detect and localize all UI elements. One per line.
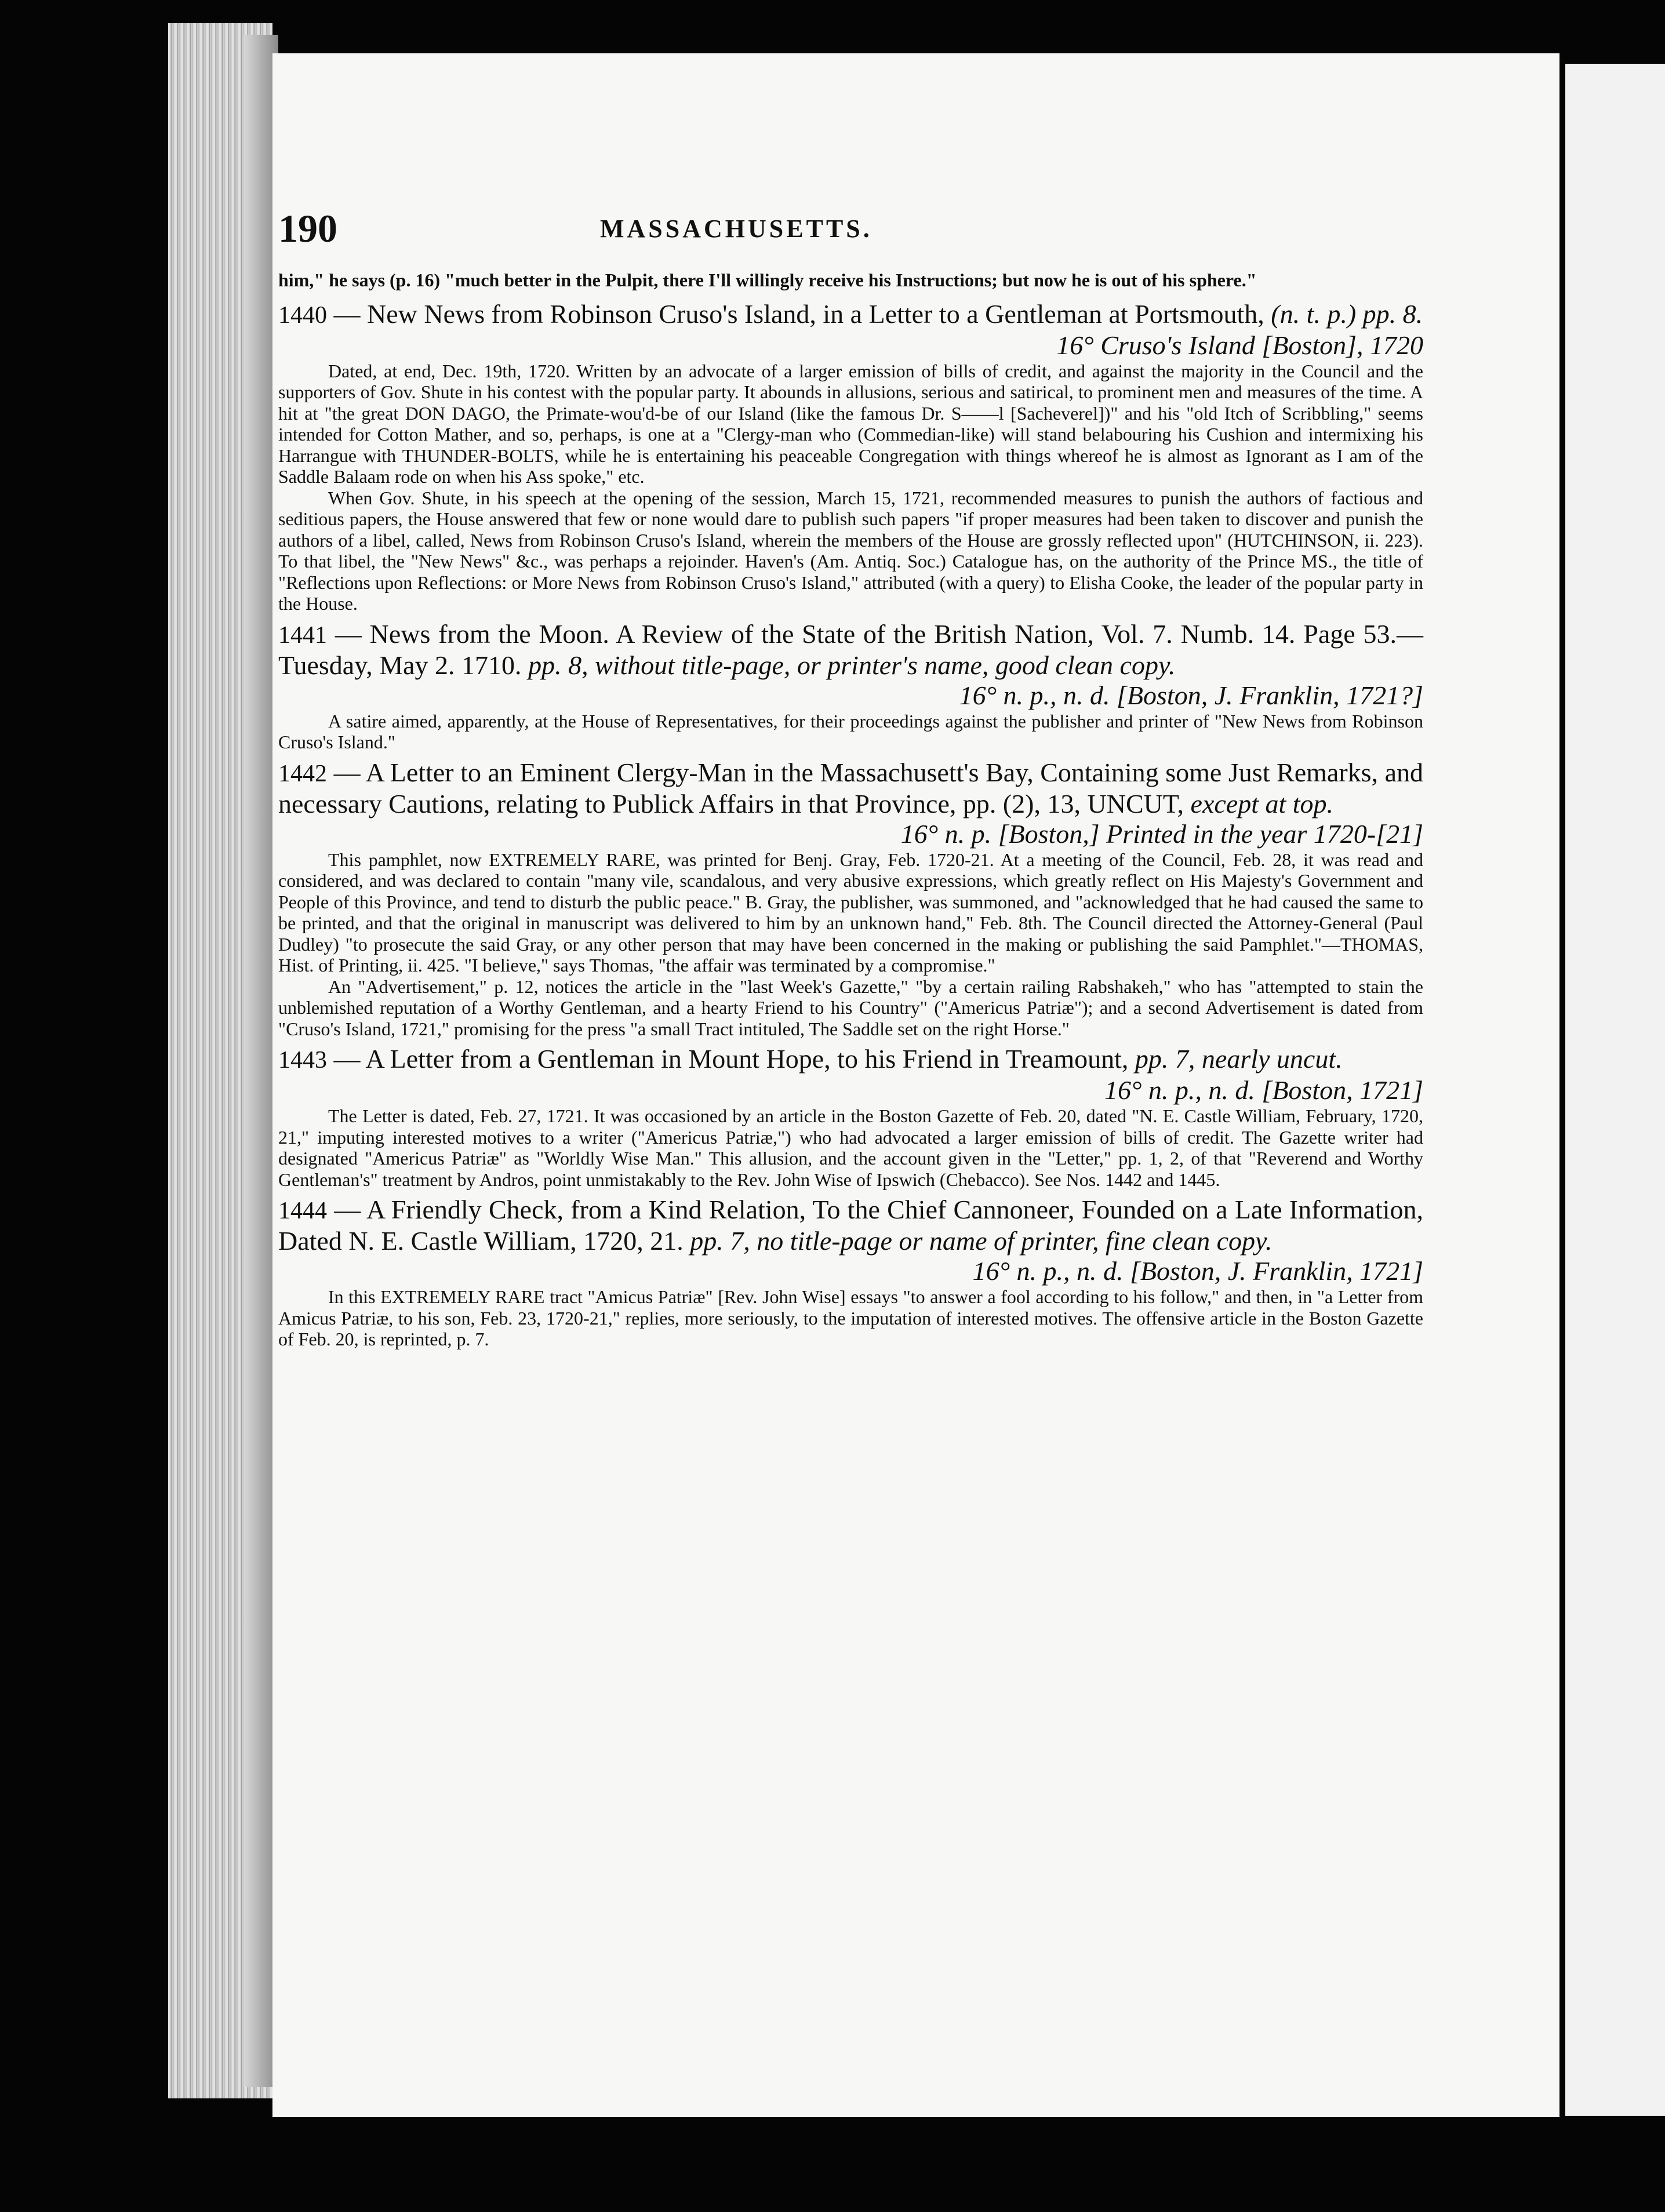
- entry-collation: (n. t. p.) pp. 8.: [1271, 299, 1423, 329]
- entry-title: — New News from Robinson Cruso's Island, in a Letter to a Gentleman at Portsmouth,: [333, 299, 1264, 329]
- entry-note: When Gov. Shute, in his speech at the opening of the session, March 15, 1721, recommended measures to punish the authors of factious and seditious papers, the House answered that few or none would dare to publish such papers "if proper measures had been taken to discover and punish the authors of a libel, called, News from Robinson Cruso's Island, wherein the members of the House are grossly reflected upon" (HUTCHINSON, ii. 223). To that libel, the "New News" &c., was perhaps a rejoinder. Haven's (Am. Antiq. Soc.) Catalogue has, on the authority of the Prince MS., the title of "Reflections upon Reflections: or More News from Robinson Cruso's Island," attributed (with a query) to Elisha Cooke, the leader of the popular party in the House.: [278, 487, 1423, 614]
- entry-note: In this EXTREMELY RARE tract "Amicus Patriæ" [Rev. John Wise] essays "to answer a fool according to his follow," and then, in "a Letter from Amicus Patriæ, to his son, Feb. 23, 1720-21," replies, more seriously, to the imputation of interested motives. The offensive article in the Boston Gazette of Feb. 20, is reprinted, p. 7.: [278, 1286, 1423, 1349]
- page-number: 190: [278, 206, 337, 250]
- running-head: [278, 206, 1423, 270]
- entry-note: An "Advertisement," p. 12, notices the article in the "last Week's Gazette," "by a certain railing Rabshakeh," who has "attempted to stain the unblemished reputation of a Worthy Gentleman, and a hearty Friend to his Country" ("Americus Patriæ"); and a second Advertisement is dated from "Cruso's Island, 1721," promising for the press "a small Tract intituled, The Saddle set on the right Horse.": [278, 976, 1423, 1039]
- entry-note: This pamphlet, now EXTREMELY RARE, was printed for Benj. Gray, Feb. 1720-21. At a meeting of the Council, Feb. 28, it was read and considered, and was declared to contain "many vile, scandalous, and very abusive expressions, which greatly reflect on His Majesty's Government and People of this Province, and tend to disturb the public peace." B. Gray, the publisher, was summoned, and "acknowledged that he had caused the same to be printed, and that the original in manuscript was delivered to him by an unknown hand," Feb. 8th. The Council directed the Attorney-General (Paul Dudley) "to prosecute the said Gray, or any other person that may have been concerned in the making or publishing the said Pamphlet."—THOMAS, Hist. of Printing, ii. 425. "I believe," says Thomas, "the affair was terminated by a compromise.": [278, 849, 1423, 976]
- page-content: [278, 206, 1423, 1350]
- entry-imprint: 16° n. p., n. d. [Boston, J. Franklin, 1721?]: [959, 680, 1423, 710]
- entry-number: 1444: [278, 1198, 327, 1224]
- entry-heading: [278, 758, 1423, 819]
- entry-note: The Letter is dated, Feb. 27, 1721. It was occasioned by an article in the Boston Gazette of Feb. 20, dated "N. E. Castle William, February, 1720, 21," imputing interested motives to a writer ("Americus Patriæ,") who had advocated a larger emission of bills of credit. The Gazette writer had designated "Americus Patriæ" as "Worldly Wise Man." This allusion, and the account given in the "Letter," pp. 1, 2, of that "Reverend and Worthy Gentleman's" treatment by Andros, point unmistakably to the Rev. John Wise of Ipswich (Chebacco). See Nos. 1442 and 1445.: [278, 1105, 1423, 1190]
- entry-collation: pp. 8, without title-page, or printer's name, good clean copy.: [528, 650, 1176, 680]
- catalogue-entry: [278, 1044, 1423, 1190]
- entry-heading: [278, 1044, 1423, 1075]
- entry-imprint: 16° n. p., n. d. [Boston, 1721]: [1104, 1075, 1423, 1105]
- catalogue-entry: [278, 299, 1423, 614]
- entry-title: — A Friendly Check, from a Kind Relation, To the Chief Cannoneer, Founded on a Late Information, Dated N. E. Castle William, 1720, 21.: [278, 1195, 1424, 1256]
- entry-title: — A Letter from a Gentleman in Mount Hope, to his Friend in Treamount,: [333, 1044, 1129, 1074]
- entry-title: — A Letter to an Eminent Clergy-Man in the Massachusett's Bay, Containing some Just Remarks, and necessary Cautions, relating to Publick Affairs in that Province, pp. (2), 13, UNCUT,: [278, 757, 1424, 818]
- entry-collation: pp. 7, no title-page or name of printer, fine clean copy.: [690, 1226, 1273, 1256]
- entry-number: 1441: [278, 621, 327, 649]
- entry-number: 1442: [278, 760, 327, 787]
- entry-number: 1443: [278, 1047, 327, 1074]
- facing-page-sliver: [1565, 64, 1665, 2116]
- entry-heading: [278, 619, 1423, 681]
- entry-imprint: 16° n. p. [Boston,] Printed in the year 1720-[21]: [900, 818, 1423, 849]
- entry-heading: [278, 299, 1423, 330]
- catalogue-entry: [278, 1195, 1423, 1350]
- entry-title: — News from the Moon. A Review of the State of the British Nation, Vol. 7. Numb. 14. Page 53.—Tuesday, May 2. 1710.: [278, 619, 1423, 680]
- entry-imprint: 16° Cruso's Island [Boston], 1720: [1056, 330, 1423, 360]
- catalogue-entries: [278, 299, 1423, 1350]
- section-title: MASSACHUSETTS.: [600, 214, 873, 243]
- catalogue-entry: [278, 619, 1423, 753]
- entry-imprint: 16° n. p., n. d. [Boston, J. Franklin, 1721]: [972, 1256, 1423, 1286]
- entry-note: Dated, at end, Dec. 19th, 1720. Written by an advocate of a larger emission of bills of credit, and against the majority in the Council and the supporters of Gov. Shute in his contest with the popular party. It abounds in allusions, serious and satirical, to prominent men and measures of the time. A hit at "the great DON DAGO, the Primate-wou'd-be of our Island (like the famous Dr. S——l [Sacheverel])" and his "old Itch of Scribbling," seems intended for Cotton Mather, and so, perhaps, is one at a "Clergy-man who (Commedian-like) will stand belabouring his Cushion and intermixing his Harrangue with THUNDER-BOLTS, while he is entertaining his peaceable Congregation with things whereof he is almost as Ignorant as I am of the Saddle Balaam rode on when his Ass spoke," etc.: [278, 360, 1423, 487]
- entry-number: 1440: [278, 301, 327, 329]
- entry-heading: [278, 1195, 1423, 1256]
- entry-collation: except at top.: [1190, 788, 1334, 818]
- continuation-text: him," he says (p. 16) "much better in the Pulpit, there I'll willingly receive his Instructions; but now he is out of his sphere.": [278, 270, 1257, 290]
- catalogue-entry: [278, 758, 1423, 1040]
- entry-note: A satire aimed, apparently, at the House of Representatives, for their proceedings against the publisher and printer of "New News from Robinson Cruso's Island.": [278, 710, 1423, 752]
- entry-collation: pp. 7, nearly uncut.: [1135, 1044, 1343, 1074]
